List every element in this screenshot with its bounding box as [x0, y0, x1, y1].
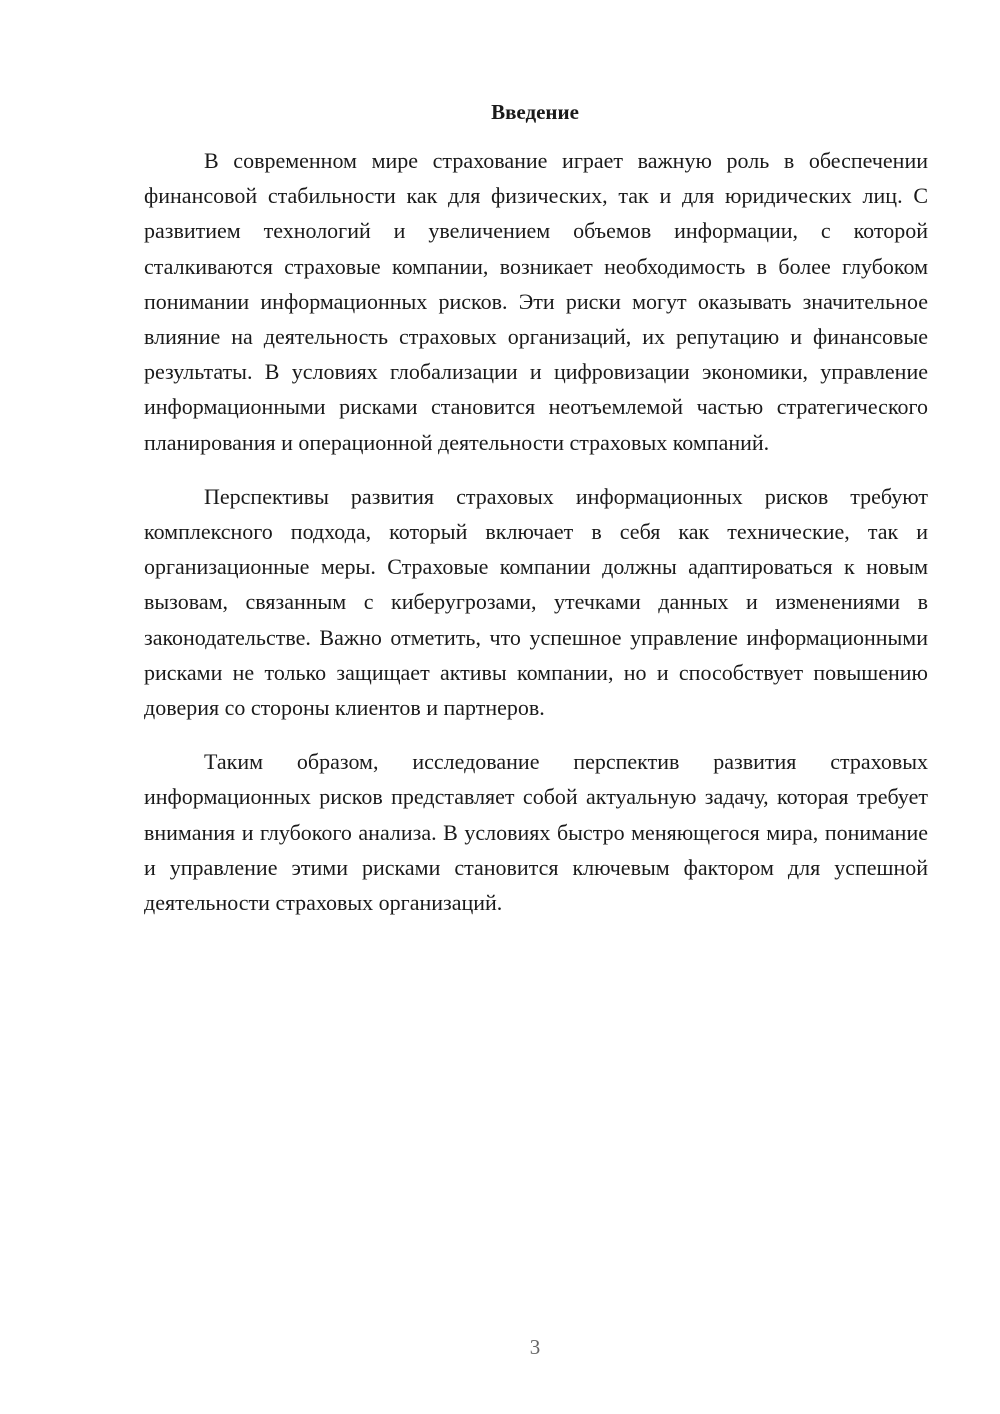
page-number: 3: [529, 1335, 541, 1359]
paragraph-1: В современном мире страхование играет важную роль в обеспечении финансовой стабильности как для физических, так и для юридических лиц. С развитием технологий и увеличением объемов информации, с которой сталкиваются страховые компании, возникает необходимость в более глубоком понимании информационных рисков. Эти риски могут оказывать значительное влияние на деятельность страховых организаций, их репутацию и финансовые результаты. В условиях глобализации и цифровизации экономики, управление информационными рисками становится неотъемлемой частью стратегического планирования и операционной деятельности страховых компаний.: [144, 148, 928, 455]
section-title: Введение: [491, 100, 579, 124]
paragraph-2: Перспективы развития страховых информационных рисков требуют комплексного подхода, который включает в себя как технические, так и организационные меры. Страховые компании должны адаптироваться к новым вызовам, связанным с киберугрозами, утечками данных и изменениями в законодательстве. Важно отметить, что успешное управление информационными рисками не только защищает активы компании, но и способствует повышению доверия со стороны клиентов и партнеров.: [144, 483, 928, 721]
paragraph-3: Таким образом, исследование перспектив развития страховых информационных рисков представляет собой актуальную задачу, которая требует внимания и глубокого анализа. В условиях быстро меняющегося мира, понимание и управление этими рисками становится ключевым фактором для успешной деятельности страховых организаций.: [144, 749, 928, 916]
body-text: [144, 143, 928, 939]
